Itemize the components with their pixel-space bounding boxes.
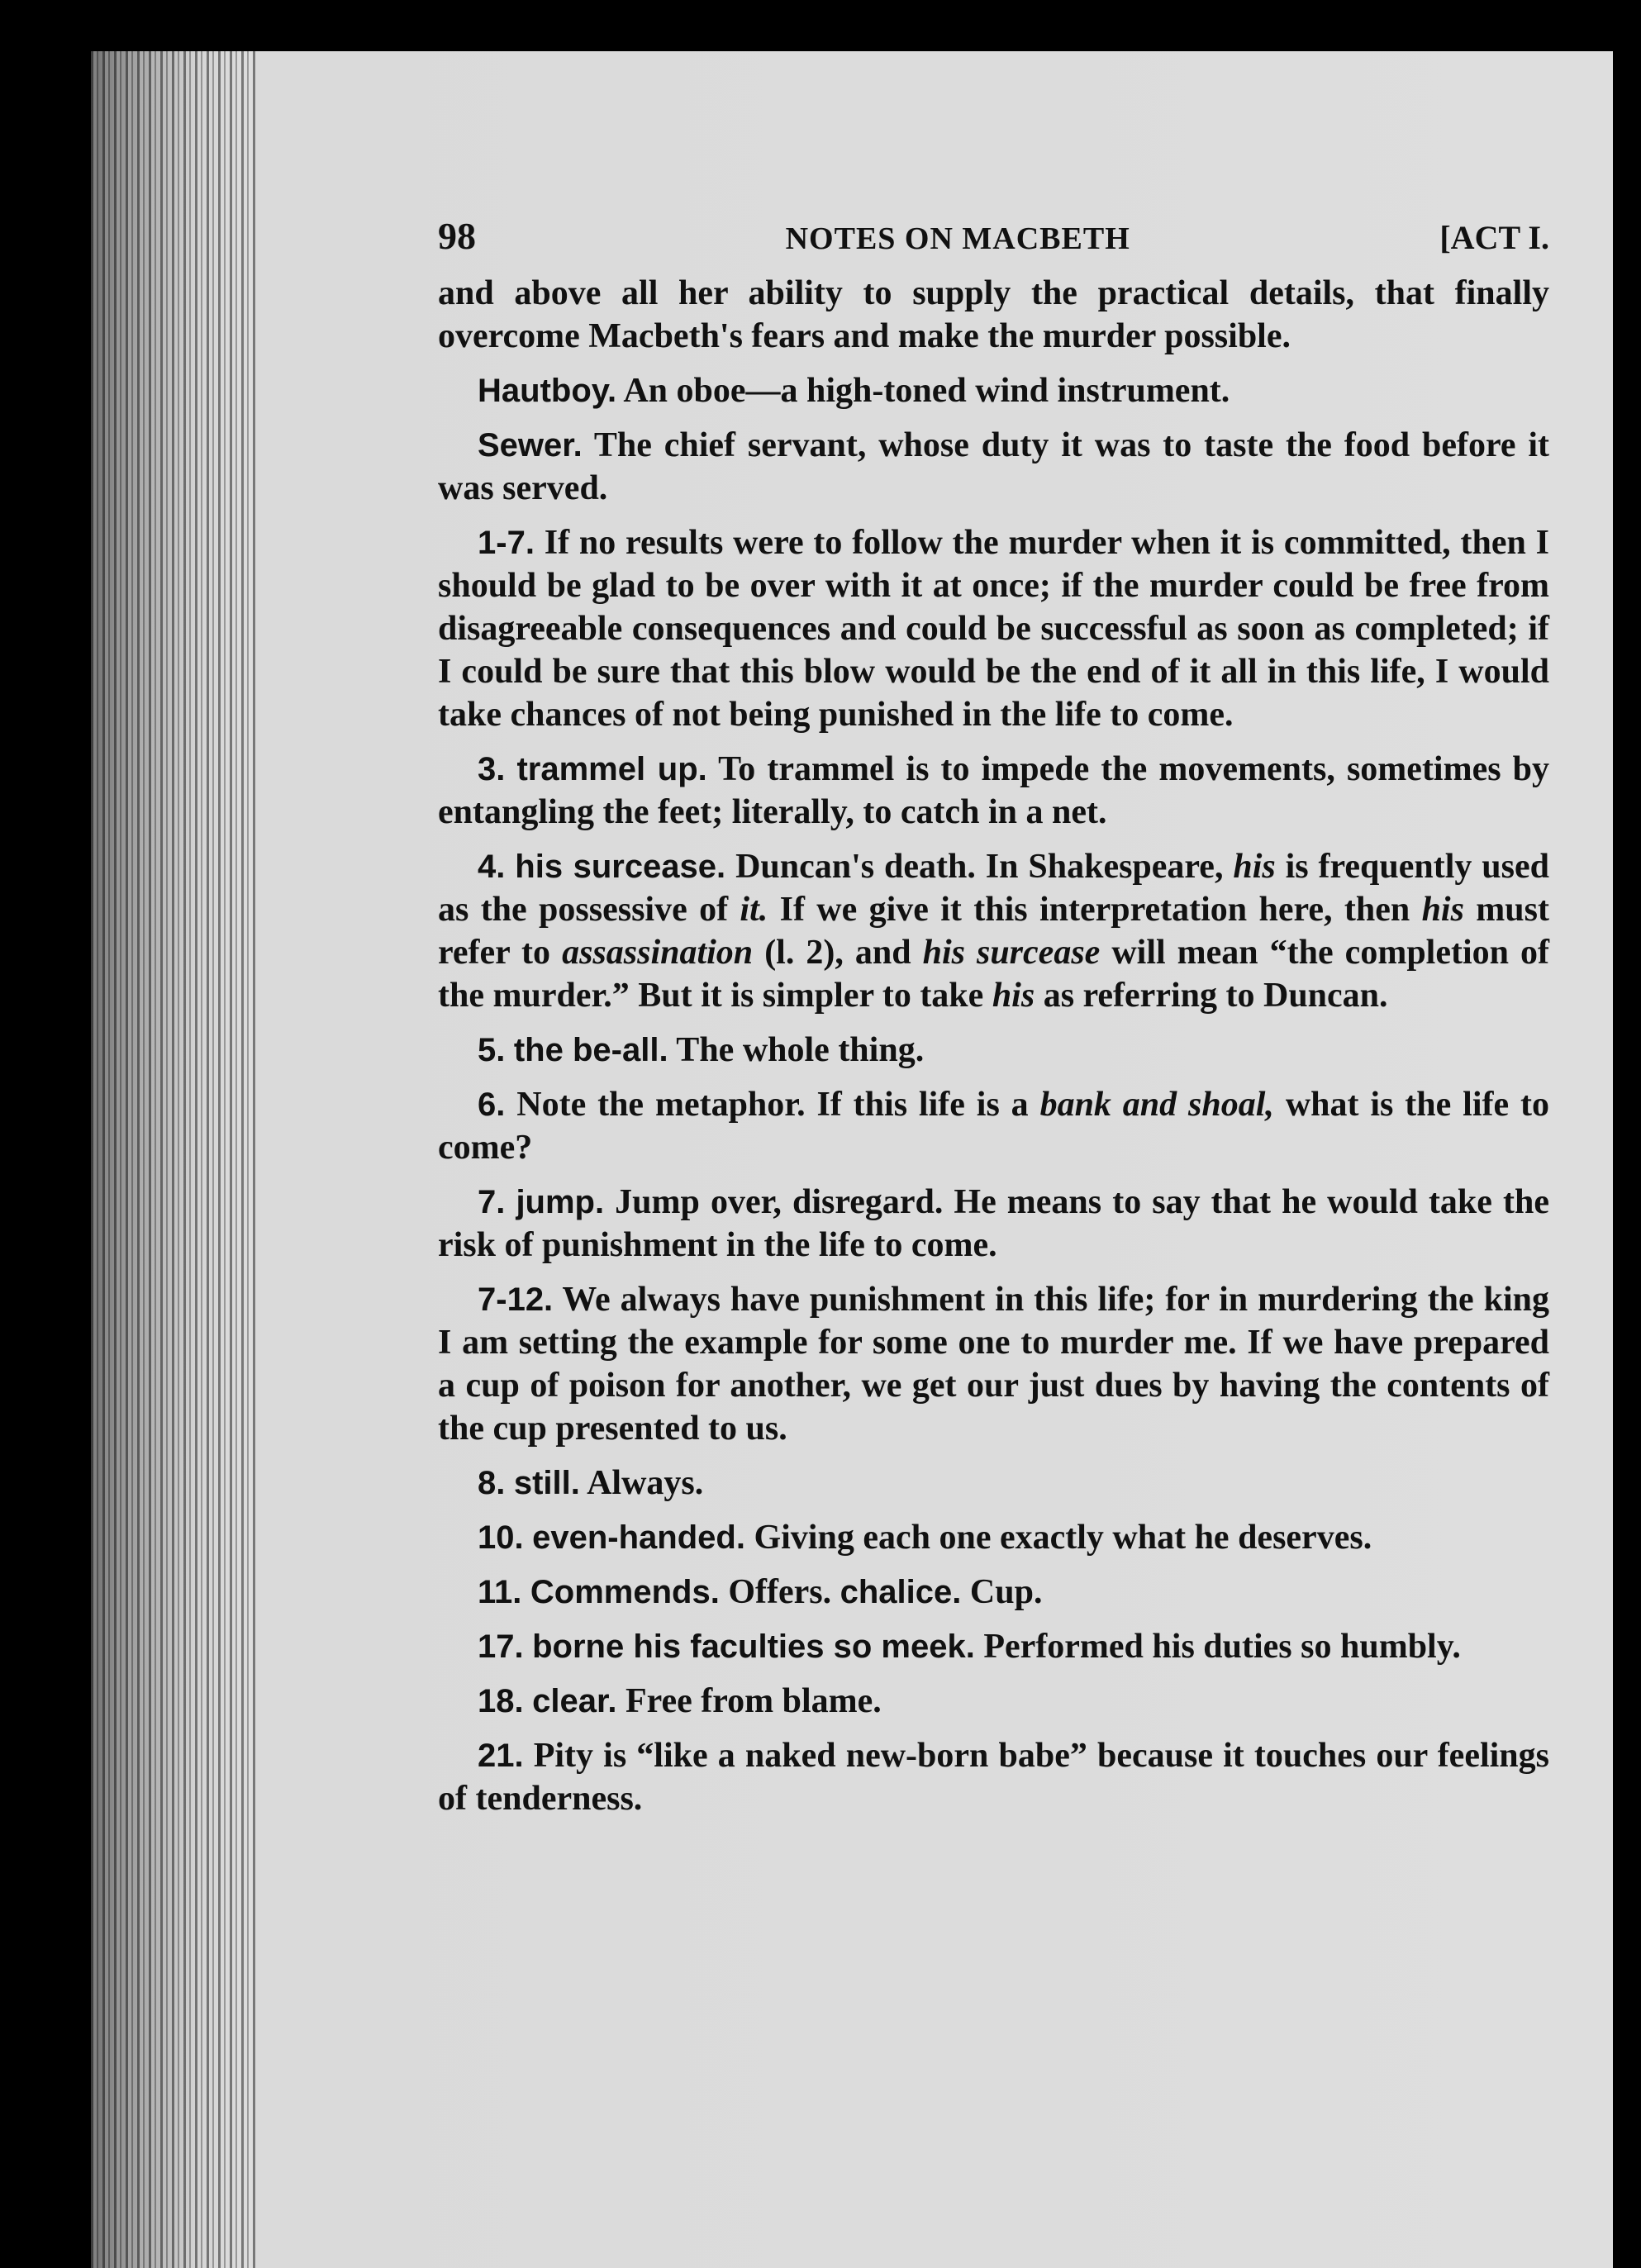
page-number: 98 (438, 215, 476, 257)
note-lemma: still. (513, 1465, 580, 1501)
italic-term: it. (740, 891, 768, 929)
note-text: as referring to Duncan. (1035, 977, 1388, 1015)
note-lemma: jump. (516, 1184, 605, 1220)
note-lemma: Sewer. (478, 427, 583, 464)
line-number: 5. (478, 1032, 506, 1068)
note-text: and above all her ability to supply the practical details, that finally overcome Macbeth's fears and make the murder possible. (438, 274, 1549, 355)
note-paragraph (438, 1029, 1549, 1072)
line-number: 10. (478, 1519, 524, 1556)
line-number: 11. (478, 1574, 522, 1610)
note-paragraph (438, 1571, 1549, 1614)
note-paragraph (438, 369, 1549, 412)
note-text: Giving each one exactly what he deserves. (744, 1519, 1372, 1557)
note-paragraph (438, 1278, 1549, 1450)
note-lemma: Hautboy. (478, 373, 617, 409)
note-text: An oboe—a high-toned wind instrument. (616, 372, 1230, 410)
page-header (438, 215, 1549, 260)
note-lemma: the be-all. (513, 1032, 668, 1068)
note-paragraph (438, 1516, 1549, 1559)
line-number: 3. (478, 751, 506, 787)
note-text: Performed his duties so humbly. (974, 1628, 1461, 1666)
note-text: Duncan's death. In Shakespeare, (725, 848, 1234, 886)
note-lemma: clear. (532, 1683, 617, 1719)
note-text: what is the life to come? (438, 1086, 1549, 1167)
note-text: The chief servant, whose duty it was to taste the food before it was served. (438, 426, 1549, 507)
note-text: Offers. (719, 1573, 840, 1611)
italic-term: bank and shoal, (1039, 1086, 1274, 1124)
note-paragraph (438, 521, 1549, 736)
italic-term: his surcease (922, 934, 1101, 972)
line-number: 17. (478, 1628, 524, 1665)
page-binding-shadow (91, 51, 256, 2268)
note-paragraph (438, 1680, 1549, 1723)
line-number: 6. (478, 1086, 506, 1123)
note-text: If no results were to follow the murder when it is committed, then I should be glad to be over with it at once; if the murder could be free from disagreeable consequences and could be successful as soon as completed; if I could be sure that this blow would be the end of it all in this life, I would take chances of not being punished in the life to come. (438, 524, 1549, 734)
note-paragraph (438, 424, 1549, 510)
line-number: 1-7. (478, 525, 535, 561)
note-text: (l. 2), and (753, 934, 923, 972)
note-lemma: Commends. (530, 1574, 720, 1610)
running-title: NOTES ON MACBETH (785, 221, 1130, 256)
line-number: 21. (478, 1738, 524, 1774)
note-text: To trammel is to impede the movements, sometimes by entangling the feet; literally, to catch in a net. (438, 750, 1550, 831)
note-text: Jump over, disregard. He means to say that he would take the risk of punishment in the life to come. (438, 1183, 1549, 1264)
italic-term: assassination (562, 934, 754, 972)
page-text-block (438, 215, 1549, 1832)
italic-term: his (1233, 848, 1276, 886)
note-paragraph (438, 748, 1549, 834)
line-number: 18. (478, 1683, 524, 1719)
note-lemma: even-handed. (532, 1519, 745, 1556)
note-text: will mean “the completion of the murder.” But it is simpler to take (438, 934, 1549, 1015)
note-paragraph (438, 272, 1549, 358)
note-text: We always have punishment in this life; for in murdering the king I am setting the example for some one to murder me. If we have prepared a cup of poison for another, we get our just dues by having the contents of the cup presented to us. (438, 1281, 1549, 1448)
note-text: Pity is “like a naked new-born babe” because it touches our feelings of tenderness. (438, 1737, 1549, 1818)
act-label: [ACT I. (1439, 219, 1549, 256)
line-number: 8. (478, 1465, 506, 1501)
note-text: is frequently used as the possessive of (438, 848, 1550, 929)
italic-term: his (992, 977, 1035, 1015)
note-paragraph (438, 845, 1549, 1017)
line-number: 7. (478, 1184, 506, 1220)
note-paragraph (438, 1462, 1549, 1505)
note-paragraph (438, 1625, 1549, 1668)
note-text: must refer to (438, 891, 1549, 972)
note-lemma: borne his faculties so meek. (532, 1628, 975, 1665)
note-paragraph (438, 1083, 1549, 1169)
note-paragraph (438, 1734, 1549, 1820)
line-number: 4. (478, 849, 506, 885)
note-paragraph (438, 1181, 1549, 1267)
note-text: The whole thing. (668, 1031, 925, 1069)
note-text: If we give it this interpretation here, then (768, 891, 1422, 929)
italic-term: his (1421, 891, 1464, 929)
note-text: Always. (579, 1464, 704, 1502)
note-text: Note the metaphor. If this life is a (505, 1086, 1040, 1124)
note-text: Cup. (961, 1573, 1043, 1611)
note-lemma: chalice. (840, 1574, 962, 1610)
note-text: Free from blame. (616, 1682, 882, 1720)
line-number: 7-12. (478, 1281, 554, 1318)
note-lemma: trammel up. (516, 751, 707, 787)
note-lemma: his surcease. (515, 849, 726, 885)
